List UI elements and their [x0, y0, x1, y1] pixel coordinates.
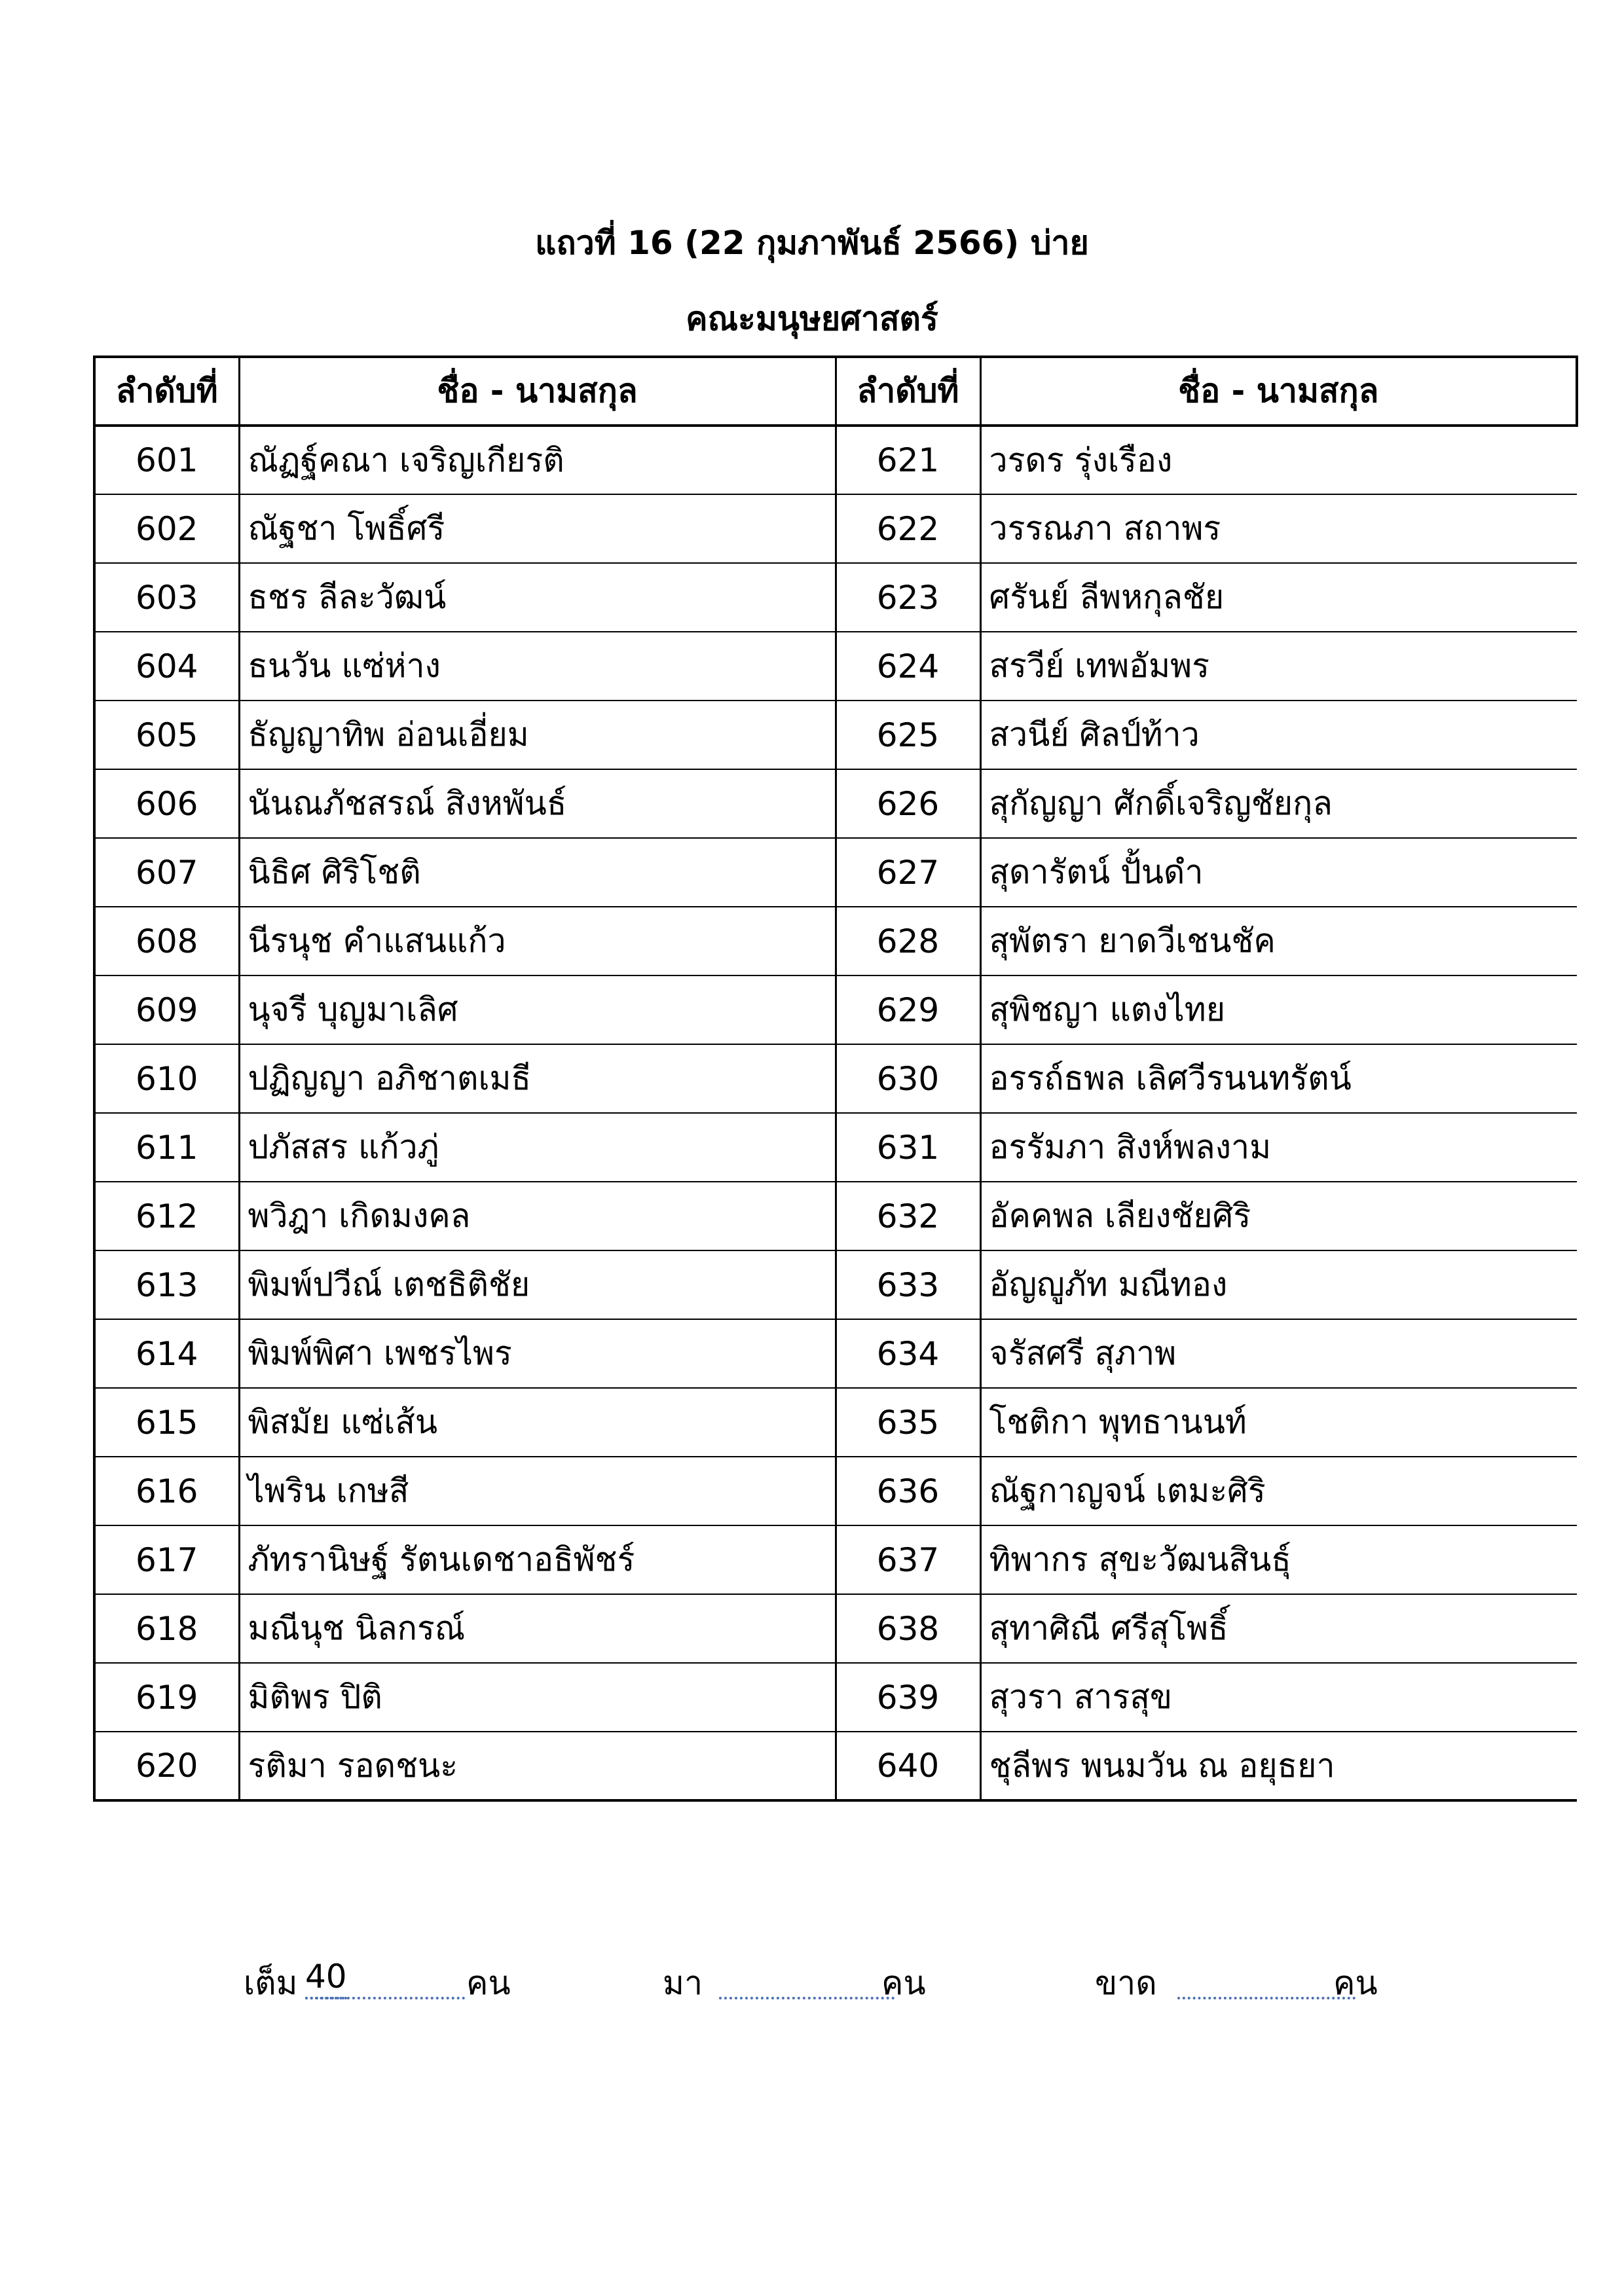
table-row [94, 1388, 1577, 1457]
row-number: 603 [94, 563, 239, 632]
row-number: 601 [94, 426, 239, 494]
row-number: 631 [836, 1113, 980, 1182]
attendance-summary [0, 1958, 1624, 2010]
student-name: สุทาศิณี ศรีสุโพธิ์ [980, 1594, 1577, 1663]
table-row [94, 1113, 1577, 1182]
row-number: 634 [836, 1319, 980, 1388]
student-name: นุจรี บุญมาเลิศ [239, 975, 836, 1044]
absent-label: ขาด [1095, 1964, 1157, 2002]
table-row [94, 907, 1577, 975]
student-name: นันณภัชสรณ์ สิงหพันธ์ [239, 769, 836, 838]
student-name: รติมา รอดชนะ [239, 1732, 836, 1800]
row-number: 625 [836, 701, 980, 769]
student-name: ปภัสสร แก้วภู่ [239, 1113, 836, 1182]
table-row [94, 1594, 1577, 1663]
full-count-value: 40 [305, 1958, 347, 1995]
table-row [94, 1250, 1577, 1319]
full-label: เต็ม [244, 1964, 298, 2002]
student-name: ทิพากร สุขะวัฒนสินธุ์ [980, 1525, 1577, 1594]
row-number: 606 [94, 769, 239, 838]
row-number: 638 [836, 1594, 980, 1663]
row-number: 614 [94, 1319, 239, 1388]
table-row [94, 1663, 1577, 1732]
table-row [94, 426, 1577, 494]
table-row [94, 769, 1577, 838]
student-name: ณัฐกาญจน์ เตมะศิริ [980, 1457, 1577, 1525]
row-number: 624 [836, 632, 980, 701]
student-name: ณัฏฐ์คณา เจริญเกียรติ [239, 426, 836, 494]
full-unit: คน [466, 1964, 511, 2002]
row-number: 637 [836, 1525, 980, 1594]
roster-body [94, 426, 1577, 1800]
student-name: ชุลีพร พนมวัน ณ อยุธยา [980, 1732, 1577, 1800]
present-count-field[interactable] [719, 1958, 895, 1999]
faculty-title: คณะมนุษยศาสตร์ [686, 300, 938, 338]
student-name: มิติพร ปิติ [239, 1663, 836, 1732]
table-row [94, 494, 1577, 563]
row-number: 632 [836, 1182, 980, 1250]
student-name: พิมพ์ปวีณ์ เตชธิติชัย [239, 1250, 836, 1319]
row-number: 627 [836, 838, 980, 907]
student-name: ธนวัน แซ่ห่าง [239, 632, 836, 701]
student-name: วรรณภา สถาพร [980, 494, 1577, 563]
row-number: 619 [94, 1663, 239, 1732]
row-number: 612 [94, 1182, 239, 1250]
row-number: 609 [94, 975, 239, 1044]
table-row [94, 701, 1577, 769]
row-number: 610 [94, 1044, 239, 1113]
student-name: สุพิชญา แตงไทย [980, 975, 1577, 1044]
row-number: 613 [94, 1250, 239, 1319]
column-header-name: ชื่อ - นามสกุล [239, 357, 836, 426]
row-number: 605 [94, 701, 239, 769]
student-name: พิมพ์พิศา เพชรไพร [239, 1319, 836, 1388]
row-number: 602 [94, 494, 239, 563]
row-number: 626 [836, 769, 980, 838]
student-name: ธัญญาทิพ อ่อนเอี่ยม [239, 701, 836, 769]
student-name: สวนีย์ ศิลป์ท้าว [980, 701, 1577, 769]
row-number: 630 [836, 1044, 980, 1113]
row-number: 618 [94, 1594, 239, 1663]
row-number: 607 [94, 838, 239, 907]
row-number: 623 [836, 563, 980, 632]
table-row [94, 1525, 1577, 1594]
student-name: สุพัตรา ยาดวีเชนชัค [980, 907, 1577, 975]
student-name: อัญญูภัท มณีทอง [980, 1250, 1577, 1319]
table-row [94, 1732, 1577, 1800]
column-header-number: ลำดับที่ [836, 357, 980, 426]
student-name: ศรันย์ ลีพหกุลชัย [980, 563, 1577, 632]
table-row [94, 632, 1577, 701]
student-name: พิสมัย แซ่เส้น [239, 1388, 836, 1457]
row-number: 636 [836, 1457, 980, 1525]
row-number: 635 [836, 1388, 980, 1457]
table-row [94, 1182, 1577, 1250]
present-label: มา [663, 1964, 703, 2002]
row-number: 640 [836, 1732, 980, 1800]
table-row [94, 563, 1577, 632]
row-number: 611 [94, 1113, 239, 1182]
absent-count-field[interactable] [1177, 1958, 1356, 1999]
student-name: พวิฎา เกิดมงคล [239, 1182, 836, 1250]
row-number: 608 [94, 907, 239, 975]
column-header-number: ลำดับที่ [94, 357, 239, 426]
row-number: 621 [836, 426, 980, 494]
table-row [94, 1457, 1577, 1525]
student-name: วรดร รุ่งเรือง [980, 426, 1577, 494]
row-number: 629 [836, 975, 980, 1044]
student-name: ณัฐชา โพธิ์ศรี [239, 494, 836, 563]
roster-table [93, 355, 1578, 1802]
student-name: สรวีย์ เทพอัมพร [980, 632, 1577, 701]
table-row [94, 838, 1577, 907]
row-number: 633 [836, 1250, 980, 1319]
student-name: สุดารัตน์ ปั้นดำ [980, 838, 1577, 907]
row-number: 639 [836, 1663, 980, 1732]
student-name: ปฏิญญา อภิชาตเมธี [239, 1044, 836, 1113]
column-header-name: ชื่อ - นามสกุล [980, 357, 1577, 426]
present-unit: คน [881, 1964, 926, 2002]
student-name: ไพริน เกษสี [239, 1457, 836, 1525]
table-row [94, 1044, 1577, 1113]
table-row [94, 975, 1577, 1044]
student-name: ธชร ลีละวัฒน์ [239, 563, 836, 632]
student-name: สุวรา สารสุข [980, 1663, 1577, 1732]
page-title: แถวที่ 16 (22 กุมภาพันธ์ 2566) บ่าย [535, 224, 1089, 262]
student-name: อรรถ์ธพล เลิศวีรนนทรัตน์ [980, 1044, 1577, 1113]
student-name: สุกัญญา ศักดิ์เจริญชัยกุล [980, 769, 1577, 838]
student-name: ภัทรานิษฐ์ รัตนเดชาอธิพัชร์ [239, 1525, 836, 1594]
table-row [94, 1319, 1577, 1388]
student-name: โชติกา พุทธานนท์ [980, 1388, 1577, 1457]
absent-unit: คน [1333, 1964, 1378, 2002]
row-number: 616 [94, 1457, 239, 1525]
table-header-row [94, 357, 1577, 426]
student-name: นีรนุช คำแสนแก้ว [239, 907, 836, 975]
row-number: 615 [94, 1388, 239, 1457]
row-number: 617 [94, 1525, 239, 1594]
row-number: 620 [94, 1732, 239, 1800]
full-count-line [305, 1958, 465, 1999]
row-number: 604 [94, 632, 239, 701]
row-number: 622 [836, 494, 980, 563]
row-number: 628 [836, 907, 980, 975]
student-name: จรัสศรี สุภาพ [980, 1319, 1577, 1388]
student-name: อรรัมภา สิงห์พลงาม [980, 1113, 1577, 1182]
student-name: อัคคพล เลียงชัยศิริ [980, 1182, 1577, 1250]
student-name: นิธิศ ศิริโชติ [239, 838, 836, 907]
student-name: มณีนุช นิลกรณ์ [239, 1594, 836, 1663]
